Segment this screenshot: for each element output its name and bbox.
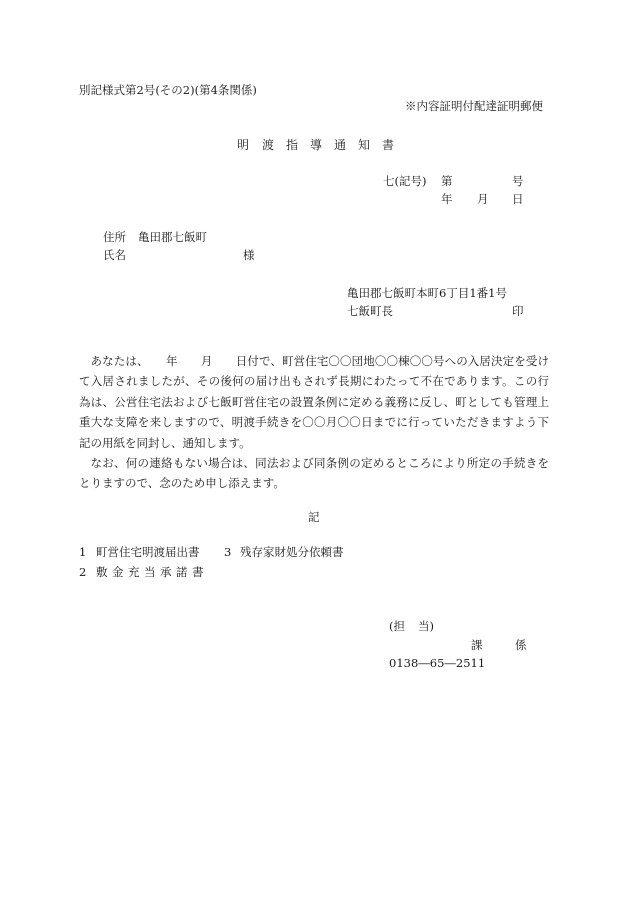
contact-phone: 0138―65―2511	[389, 656, 486, 670]
ki-heading: 記	[308, 510, 320, 524]
contact-section: 係	[515, 638, 527, 652]
doc-number-dai: 第	[441, 174, 453, 188]
recipient-name-label: 氏名	[103, 248, 126, 262]
contact-department: 課	[471, 638, 483, 652]
body-text	[79, 351, 549, 494]
date-year: 年	[441, 192, 453, 206]
item-1-number: 1	[79, 545, 87, 559]
recipient-honorific: 様	[243, 248, 255, 262]
recipient-address-value: 亀田郡七飯町	[138, 230, 207, 244]
item-1-text: 町営住宅明渡届出書	[96, 545, 200, 559]
sender-address: 亀田郡七飯町本町6丁目1番1号	[347, 286, 507, 300]
doc-number-go: 号	[512, 174, 524, 188]
item-3-text: 残存家財処分依頼書	[240, 545, 344, 559]
mail-type-note: ※内容証明付配達証明郵便	[405, 99, 543, 113]
body-paragraph-1: あなたは、 年 月 日付で、町営住宅〇〇団地〇〇棟〇〇号への入居決定を受けて入居されましたが、その後何の届け出もされず長期にわたって不在であります。この行為は、公営住宅法および七飯町営住宅の設置条例に定める義務に反し、町としても管理上重大な支障を来しますので、明渡手続きを〇〇月〇〇日までに行っていただきますよう下記の用紙を同封し、通知します。	[79, 354, 549, 450]
item-3-number: 3	[224, 545, 232, 559]
body-paragraph-2: なお、何の連絡もない場合は、同法および同条例の定めるところにより所定の手続きをとりますので、念のため申し添えます。	[79, 456, 549, 491]
date-day: 日	[512, 192, 524, 206]
sender-title: 七飯町長	[347, 304, 393, 318]
form-reference: 別記様式第2号(その2)(第4条関係)	[79, 83, 257, 97]
seal-mark: 印	[512, 304, 524, 318]
doc-number-prefix: 七(記号)	[383, 174, 427, 188]
date-month: 月	[477, 192, 489, 206]
item-2-number: 2	[79, 565, 87, 579]
recipient-address-label: 住所	[103, 230, 126, 244]
contact-heading-close: 当)	[418, 619, 434, 633]
contact-heading-open: (担	[389, 619, 405, 633]
